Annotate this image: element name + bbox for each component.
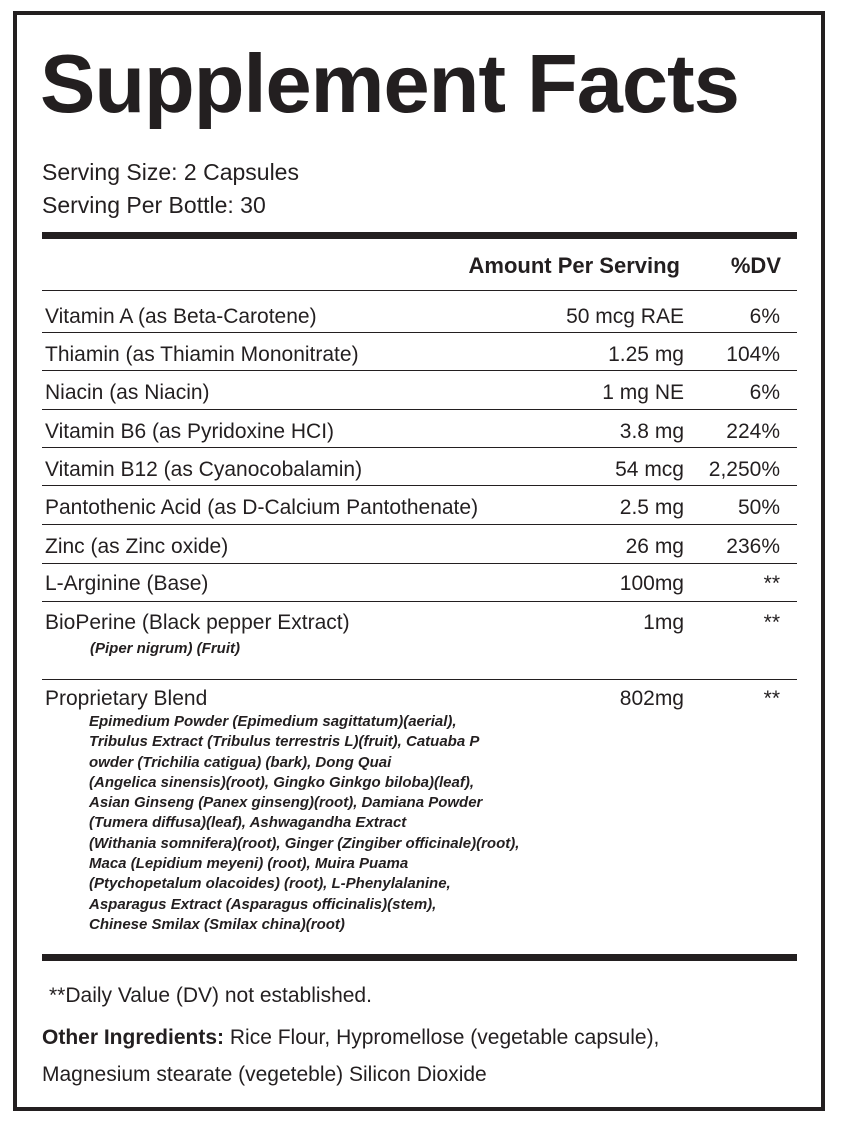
nutrient-amount: 1mg — [643, 611, 684, 634]
nutrient-amount: 50 mcg RAE — [566, 305, 684, 328]
blend-ingredient-line: Chinese Smilax (Smilax china)(root) — [89, 915, 345, 933]
other-ingredients-line2: Magnesium stearate (vegeteble) Silicon Dioxide — [42, 1063, 487, 1086]
servings-per-bottle: Serving Per Bottle: 30 — [42, 192, 266, 218]
blend-ingredient-line: (Ptychopetalum olacoides) (root), L-Phenylalanine, — [89, 875, 451, 893]
bottom-thick-rule — [42, 954, 797, 961]
nutrient-name: Pantothenic Acid (as D-Calcium Pantothenate) — [45, 496, 479, 519]
row-divider — [42, 370, 797, 371]
nutrient-amount: 3.8 mg — [619, 420, 684, 443]
row-divider — [42, 601, 797, 602]
nutrient-name: L-Arginine (Base) — [45, 572, 209, 595]
nutrient-dv: ** — [763, 611, 780, 634]
nutrient-amount: 2.5 mg — [619, 496, 684, 519]
blend-name: Proprietary Blend — [45, 687, 208, 710]
blend-amount: 802mg — [619, 687, 684, 710]
nutrient-amount: 100mg — [619, 572, 684, 595]
amount-header: Amount Per Serving — [468, 253, 680, 278]
blend-ingredient-line: (Tumera diffusa)(leaf), Ashwagandha Extract — [89, 814, 407, 832]
nutrient-dv: 50% — [737, 496, 780, 519]
blend-ingredient-line: Asparagus Extract (Asparagus officinalis)(stem), — [89, 895, 437, 913]
row-divider — [42, 447, 797, 448]
blend-ingredient-line: Tribulus Extract (Tribulus terrestris L)(fruit), Catuaba P — [89, 733, 480, 751]
row-divider — [42, 679, 797, 680]
nutrient-dv: 2,250% — [708, 458, 780, 481]
blend-ingredient-line: (Angelica sinensis)(root), Gingko Ginkgo biloba)(leaf), — [89, 773, 475, 791]
blend-ingredient-line: Maca (Lepidium meyeni) (root), Muira Puama — [89, 855, 409, 873]
other-ingredients-line1 — [42, 1027, 659, 1048]
top-thick-rule — [42, 232, 797, 239]
nutrient-amount: 1 mg NE — [602, 381, 684, 404]
header-divider — [42, 290, 797, 291]
blend-ingredient-line: owder (Trichilia catigua) (bark), Dong Quai — [89, 753, 392, 771]
title: Supplement Facts — [40, 37, 739, 130]
blend-dv: ** — [763, 687, 780, 710]
row-divider — [42, 409, 797, 410]
row-divider — [42, 524, 797, 525]
bioperine-source: (Piper nigrum) (Fruit) — [90, 640, 240, 657]
row-divider — [42, 485, 797, 486]
blend-ingredient-line: (Withania somnifera)(root), Ginger (Zingiber officinale)(root), — [89, 834, 520, 852]
nutrient-dv: 236% — [726, 535, 780, 558]
nutrient-dv: 6% — [749, 305, 780, 328]
nutrient-name: Niacin (as Niacin) — [45, 381, 210, 404]
row-divider — [42, 332, 797, 333]
dv-header: %DV — [730, 253, 781, 278]
nutrient-dv: ** — [763, 572, 780, 595]
row-divider — [42, 563, 797, 564]
other-ingredients-label: Other Ingredients: — [42, 1026, 225, 1049]
blend-ingredient-line: Asian Ginseng (Panex ginseng)(root), Damiana Powder — [89, 794, 483, 812]
nutrient-dv: 224% — [726, 420, 780, 443]
nutrient-name: BioPerine (Black pepper Extract) — [45, 611, 350, 634]
nutrient-dv: 104% — [726, 343, 780, 366]
nutrient-dv: 6% — [749, 381, 780, 404]
nutrient-name: Zinc (as Zinc oxide) — [45, 535, 229, 558]
other-ingredients-text: Rice Flour, Hypromellose (vegetable capsule), — [224, 1026, 660, 1049]
nutrient-name: Thiamin (as Thiamin Mononitrate) — [45, 343, 359, 366]
nutrient-amount: 54 mcg — [615, 458, 684, 481]
nutrient-amount: 26 mg — [625, 535, 684, 558]
nutrient-amount: 1.25 mg — [608, 343, 684, 366]
blend-ingredients — [89, 712, 519, 935]
nutrient-name: Vitamin B12 (as Cyanocobalamin) — [45, 458, 363, 481]
blend-ingredient-line: Epimedium Powder (Epimedium sagittatum)(aerial), — [89, 713, 457, 730]
dv-footnote: **Daily Value (DV) not established. — [49, 984, 372, 1007]
serving-size: Serving Size: 2 Capsules — [42, 159, 299, 185]
nutrient-name: Vitamin B6 (as Pyridoxine HCI) — [45, 420, 335, 443]
nutrient-name: Vitamin A (as Beta-Carotene) — [45, 305, 317, 328]
